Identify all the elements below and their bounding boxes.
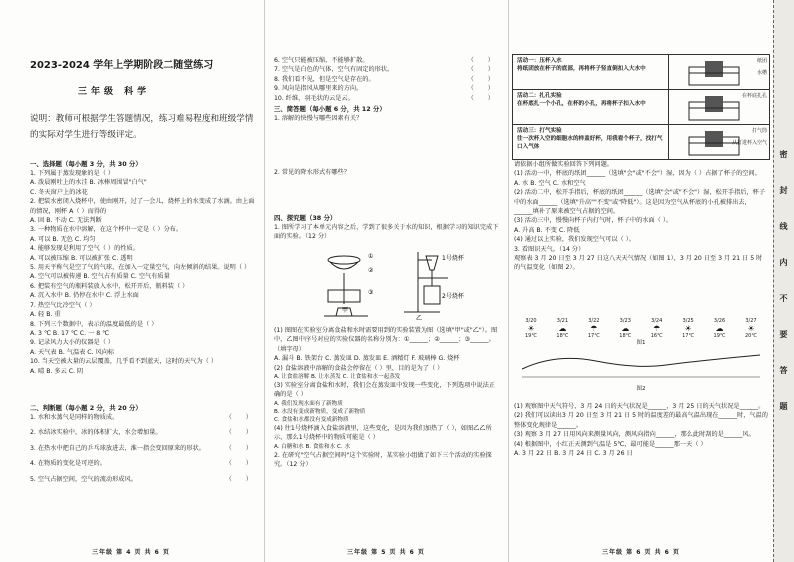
weather-icon: ☁ [715, 324, 724, 333]
margin-char: 内 [779, 258, 788, 266]
margin-char: 答 [779, 366, 788, 374]
activity-illustration [669, 125, 769, 159]
judge-text: 2. 水结冰实验中，冰的体积扩大，水会增加量。 [30, 429, 162, 437]
judge-line [274, 65, 500, 74]
section-judge [30, 402, 258, 490]
page-6 [512, 0, 770, 562]
judge-line [30, 413, 258, 422]
weather-temp: 19℃ [525, 333, 537, 339]
choice-line: A. 泼晨刚吐上的水洼 B. 冰棒周围冒"白气" [30, 179, 147, 187]
exp1-q4: (4) 往1号烧杯滴入食盐溶液里，这些变化，是因为我们加热了（ ），如图乙乙所示，那么1号烧杯中的物质可能是（ ） [274, 424, 492, 442]
page-footer-4: 三年级 第 4 页 共 6 页 [92, 549, 170, 556]
activity-label: 在杯底扎孔 [741, 93, 767, 99]
experiment-line: 请依据小组所做实验回答下列问题。 [514, 161, 613, 168]
short-q2: 2. 常见的降水形式有哪些？ [274, 169, 350, 176]
judge-line [274, 84, 500, 93]
experiment-line: A. 升高 B. 不变 C. 降低 [514, 226, 580, 234]
choice-line: A. 固 B. 不动 C. 无法判断 [30, 217, 102, 225]
exp1-q4-options: A. 白糖和水 B. 食盐和水 C. 水 [274, 443, 351, 450]
fold-line [264, 0, 265, 562]
exam-intro: 说明：教师可根据学生答题情况，练习难易程度和班级学情的实际对学生进行等级评定。 [30, 114, 254, 140]
exp1-q3-opt-a: A. 我们发现水面有了新物质 [274, 400, 343, 407]
weather-date: 3/26 [713, 318, 726, 324]
fold-line-2 [508, 0, 509, 562]
weather-day [579, 318, 609, 339]
weather-question: (1) 观察图中天气符号，3 月 24 日的天气状况是______，3 月 25 日的天气状况是______。 [514, 403, 765, 410]
judge-questions [30, 413, 258, 484]
weather-question: (2) 我们可以读出3 月 20 日至 3 月 21 日 5 时的温度差的最高气温出现在______时，气温的整体变化规律是______。 [514, 412, 768, 429]
exp1-q3: (3) 实验室分离食盐和水时，我们会在蒸发皿中发现一些变化，下列选项中说法正确的是（ ） [274, 382, 496, 399]
exp2-intro: 2. 在研究"空气占据空间吗"这个实验时，某实验小组做了如下三个活动的实验探究。（12 分） [274, 451, 492, 469]
answer-paren: （ ） [467, 94, 500, 102]
activity-label: 打气筒 [751, 128, 767, 134]
activity-label-2: 水槽 [756, 70, 767, 76]
judge-continued [274, 56, 500, 123]
judge-text: 7. 空气是白色的气体，空气有固定的形状。 [274, 66, 394, 74]
weather-questions [514, 402, 768, 458]
choice-line: 6. 把装有空气的瓶料装放入水中，松开开后，瓶料装（ ） [30, 282, 189, 290]
weather-date: 3/23 [619, 318, 631, 324]
answer-paren: （ ） [225, 460, 258, 468]
judge-line [274, 94, 500, 103]
choice-line: 4. 能够发现是利用了空气（ ）的性质。 [30, 245, 139, 253]
margin-char: 题 [779, 402, 788, 410]
weather-day [673, 318, 703, 339]
judge-line [30, 459, 258, 468]
answer-paren: （ ） [225, 414, 258, 421]
answer-paren: （ ） [225, 475, 258, 483]
weather-icon: ☀ [747, 324, 755, 333]
experiment-line: (1) 活动一中，杯底的纸团______（选填"会"或"不会"）湿，因为（ ）占据了杯子的空间。 [514, 170, 761, 178]
choice-line: A. 3 ℃ B. 17 ℃ C. 一 8 ℃ [30, 329, 110, 337]
activity-label: 纸团 [756, 58, 767, 64]
judge-line [274, 56, 500, 65]
weather-question: A. 3 月 22 日 B. 3 月 24 日 C. 3 月 26 日 [514, 450, 633, 458]
weather-temp: 18℃ [619, 333, 632, 339]
weather-date: 3/25 [682, 318, 694, 324]
activity-row [513, 90, 769, 125]
activity-row [513, 55, 769, 90]
experiment-line: (4) 通过以上实验，我们发现空气可以（ ）。 [514, 236, 635, 244]
exp1-q3-opt-c: C. 食盐和水都没有变成新物质 [274, 416, 349, 423]
weather-date: 3/22 [588, 318, 600, 324]
choice-line: A. 轻 B. 重 [30, 311, 61, 319]
choice-questions [30, 169, 258, 376]
answer-paren: （ ） [225, 429, 258, 437]
choice-line: 8. 下列三个数据中，表示的温度最低的是（ ） [30, 320, 158, 328]
weather-day [642, 318, 672, 339]
choice-line: 3. 一种物质在水中溶解，在这个杯中一定是（ ）分布。 [30, 226, 183, 234]
weather-day [705, 318, 735, 339]
label-beaker-2: 2号烧杯 [442, 293, 464, 300]
choice-line: A. 空气可以被传递 B. 空气占有质量 C. 空气有质量 [30, 273, 170, 281]
weather-date: 3/24 [651, 318, 663, 324]
exam-title: 2023-2024 学年上学期阶段二随堂练习 [30, 60, 214, 71]
exp1-q3-opt-b: B. 水没有变成新物质，变成了新物质 [274, 408, 366, 415]
judge-line [30, 475, 258, 484]
judge-text: 8. 我们看不见，但是空气是存在的。 [274, 75, 375, 83]
choice-line: A. 可以 B. 无色 C. 均匀 [30, 235, 96, 243]
judge-text: 4. 在物质的变化是可逆的。 [30, 460, 106, 468]
page-footer-5: 三年级 第 5 页 共 6 页 [347, 549, 425, 556]
weather-temp: 20℃ [744, 333, 757, 339]
exp1-q2: (2) 食盐溶液中溶解的食盐会停留在（ ）里，目的是为了（ ） [274, 364, 444, 372]
page-footer-6: 三年级 第 6 页 共 6 页 [602, 549, 680, 556]
exp1-q2-options: A. 让食盐溶解 B. 让水蒸发 C. 让食盐和水一起蒸发 [274, 374, 401, 381]
answer-paren: （ ） [467, 75, 500, 83]
experiment-line: 观察表 3 月 20 日至 3 月 27 日这八天天气情况（如图 1），3 月 20 日至 3 月 21 日 5 时的气温变化（如图 2）。 [514, 255, 763, 272]
weather-temp: 17℃ [682, 333, 695, 339]
answer-paren: （ ） [467, 85, 500, 93]
label-3: ③ [368, 289, 374, 296]
judge-text: 6. 空气只能被压缩，不能够扩散。 [274, 57, 369, 64]
margin-char: 封 [779, 186, 788, 194]
page-4 [0, 0, 262, 562]
weather-icon: ☁ [558, 324, 567, 333]
label-2: ② [368, 267, 374, 274]
experiment-questions [514, 160, 768, 273]
section-explore-heading: 四、探究题（38 分） [274, 214, 337, 222]
section-choice [30, 158, 258, 376]
weather-temp: 18℃ [556, 333, 569, 339]
label-yi: 乙 [416, 315, 423, 320]
temperature-curve [516, 347, 766, 381]
weather-icon: ☀ [527, 324, 535, 333]
weather-day [610, 318, 640, 339]
apparatus-diagram [308, 246, 478, 320]
explore-intro: 1. 图所学习了本单元内容之后，学到了很多关于水的知识，根据学习的知识完成下面的实验。（12 分） [274, 224, 499, 241]
experiment-line: (2) 活动二中，松开手指后，杯底的纸团______（选填"会"或"不会"）湿，松开手指后，杯子中的水面______（选填"升高""不变"或"降低"）。这是因为空气从杯底的小孔被排出去，______填补了原来被空气占据的空间。 [514, 189, 766, 216]
weather-date: 3/21 [556, 318, 569, 324]
label-beaker-1: 1号烧杯 [442, 255, 464, 262]
margin-char: 不 [779, 294, 788, 302]
choice-line: 5. 用天平称气是空了气的气球，在加入一定量空气，向左倾斜的结果。说明（ ） [30, 264, 251, 272]
weather-day [547, 318, 577, 339]
weather-day [736, 318, 766, 339]
activity-illustration [669, 55, 769, 89]
judge-line [30, 444, 258, 453]
judge-text: 1. 水和水蒸气是同样的物质成。 [30, 414, 119, 421]
exam-subtitle: 三年级 科学 [78, 87, 151, 97]
page-5 [268, 0, 504, 562]
seal-line-margin [773, 0, 794, 562]
judge-text: 10. 纤维，羽毛状的云是云。 [274, 94, 354, 102]
explore-q1-block [274, 326, 500, 469]
weather-date: 3/20 [525, 318, 537, 324]
choice-line: A. 可以被压缩 B. 可以被扩张 C. 透明 [30, 254, 133, 262]
judge-text: 3. 在热水中把自己的乒乓球放进去，淮一指会变回原来的形状。 [30, 444, 205, 452]
experiment-line: A. 水 B. 空气 C. 水和空气 [514, 179, 586, 187]
choice-line: A. 沉入水中 B. 仍停在水中 C. 浮上水面 [30, 292, 139, 300]
activity-illustration [669, 90, 769, 124]
activity-table [512, 54, 770, 160]
weather-icon: ☂ [590, 324, 598, 333]
choice-line: 7. 热空气比冷空气（ ） [30, 301, 96, 309]
choice-line: 9. 记录风力大小的仪器是（ ） [30, 339, 115, 347]
activity-text: 活动一：压杯入水 将纸团放在杯子的底部，再将杯子竖直倒扣入大水中 [513, 55, 669, 89]
experiment-line: 3. 看图识天气。（14 分） [514, 245, 585, 253]
exp1-options: A. 漏斗 B. 铁架台 C. 蒸发皿 D. 蒸发皿 E. 酒精灯 F. 玻璃棒 G. 烧杯 [274, 355, 460, 363]
margin-char: 线 [779, 222, 788, 230]
choice-line: 1. 下列属于蒸发现象的是（ ） [30, 170, 115, 177]
experiment-line: (3) 活动三中，慢慢向杯子内打气时，杯子中的水面（ ）。 [514, 217, 673, 225]
answer-paren: （ ） [225, 444, 258, 452]
fig1-label: 图1 [636, 340, 646, 346]
activity-text: 活动二：扎孔实验 在杯底扎一个小孔，在杯的小孔，再将杯子扣入水中 [513, 90, 669, 124]
section-judge-heading: 二、判断题（每小题 2 分，共 20 分） [30, 404, 142, 412]
label-jia: 甲 [342, 307, 349, 314]
weather-icon: ☀ [684, 324, 692, 333]
weather-icon: ☂ [653, 324, 661, 333]
weather-figure [516, 318, 766, 393]
choice-line: 10. 当天空被大量的云层覆盖，几乎看不到蓝天，这时的天气为（ ） [30, 358, 218, 366]
short-q1: 1. 溶解的快慢与哪些因素有关？ [274, 115, 363, 123]
choice-line: A. 晴 B. 多云 C. 阴 [30, 367, 84, 375]
margin-char: 密 [779, 150, 788, 158]
fig2-label: 图2 [636, 386, 646, 392]
weather-temp: 17℃ [587, 333, 600, 339]
section-short-heading: 三、简答题（每小题 6 分，共 12 分） [274, 105, 386, 114]
weather-temp: 19℃ [713, 333, 726, 339]
answer-paren: （ ） [467, 66, 500, 74]
weather-icon: ☁ [621, 324, 630, 333]
label-1: ① [368, 253, 374, 260]
exp1-q1: (1) 图图在实验室分离食盐和水时需要用到的实验装置为图（选填"甲"或"乙"）。图中，乙图中序号对应的实验仪器的名称分别为：①______；②______；③______。（填字母） [274, 327, 498, 353]
judge-line [274, 75, 500, 84]
activity-text: 活动三：打气实验 往一次杯入空的细胞水的样盖好杯，用我看个杯子，找打气口入气体 [513, 125, 669, 159]
weather-question: (3) 观察 3 月 27 日用风向来测量风向，测风向指向______，那么此时刮的是______风。 [514, 431, 755, 439]
margin-char: 要 [779, 330, 788, 338]
weather-question: (4) 根据图中，小红正天测到气温是 5℃，最可能是______那一天（ ） [514, 440, 707, 448]
judge-text: 5. 空气占据空间，空气的流动形成风。 [30, 475, 137, 483]
judge-text: 9. 风向是指风从哪里来的方向。 [274, 85, 363, 93]
activity-row [513, 125, 769, 159]
weather-day [516, 318, 546, 339]
choice-line: C. 冬天窗户上的冰花 [30, 188, 88, 196]
answer-paren: （ ） [467, 57, 500, 64]
choice-line: A. 天气表 B. 气温表 C. 风向标 [30, 348, 115, 356]
activity-label-2: 从打进杯入空气 [731, 140, 767, 146]
section-choice-heading: 一、选择题（每小题 3 分，共 30 分） [30, 160, 142, 168]
weather-temp: 16℃ [650, 333, 663, 339]
judge-line [30, 428, 258, 437]
choice-line: 2. 把装水密闭入烧杯中，使由刚开，过了一会儿，烧杯上的水变成了水滴。由上面的情况，刚杯 A（ ）而得的 [30, 198, 255, 215]
weather-date: 3/27 [745, 318, 757, 324]
